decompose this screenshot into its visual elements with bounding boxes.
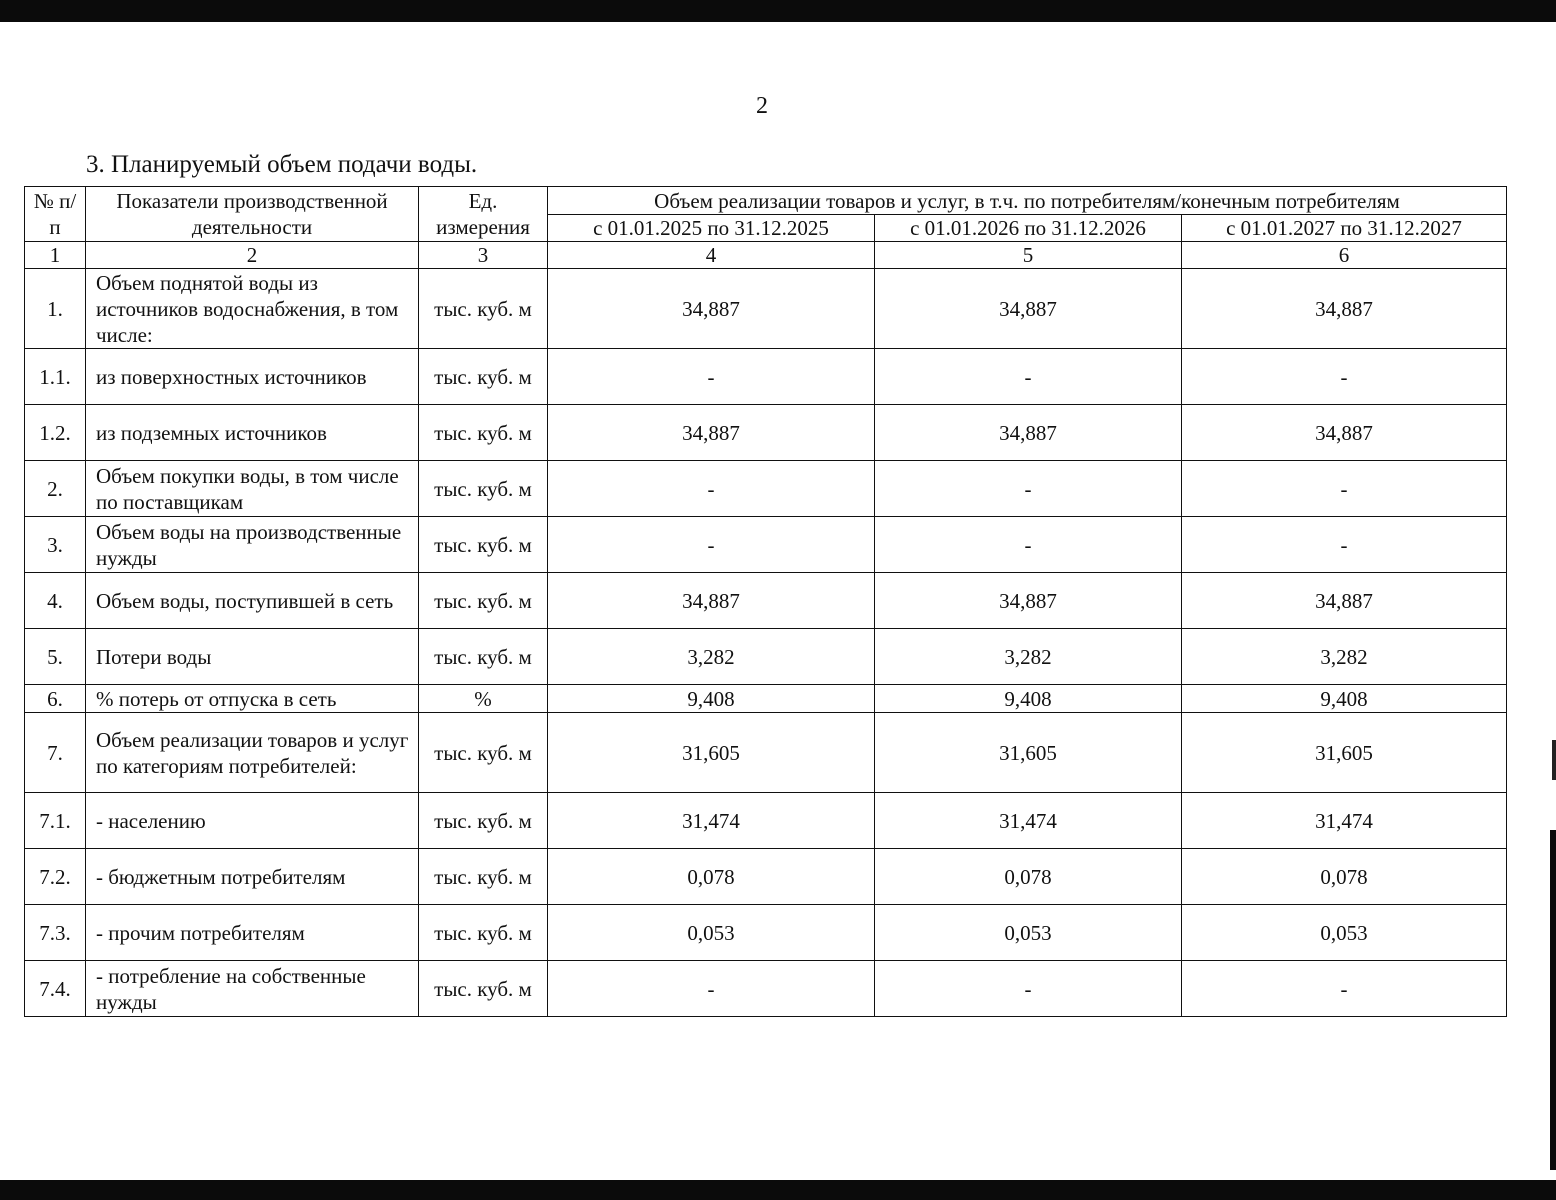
row-value-period-1: - [548,461,875,517]
row-unit: тыс. куб. м [419,629,548,685]
column-index: 2 [86,242,419,269]
row-number: 2. [25,461,86,517]
column-index: 3 [419,242,548,269]
row-indicator: - бюджетным потребителям [86,849,419,905]
row-value-period-1: 34,887 [548,269,875,349]
row-indicator: Объем воды, поступившей в сеть [86,573,419,629]
row-unit: тыс. куб. м [419,573,548,629]
row-unit: тыс. куб. м [419,461,548,517]
table-row [25,713,1507,793]
table-body [25,269,1507,1017]
header-num: № п/п [25,187,86,242]
row-indicator: - населению [86,793,419,849]
page-number: 2 [756,93,768,119]
row-number: 1. [25,269,86,349]
row-value-period-2: 34,887 [875,573,1182,629]
column-index: 6 [1182,242,1507,269]
row-value-period-3: - [1182,517,1507,573]
row-value-period-2: 34,887 [875,405,1182,461]
row-value-period-3: 0,078 [1182,849,1507,905]
table-row [25,405,1507,461]
header-unit: Ед. измерения [419,187,548,242]
row-indicator: Потери воды [86,629,419,685]
row-value-period-1: 3,282 [548,629,875,685]
row-value-period-2: 9,408 [875,685,1182,713]
row-value-period-2: 0,078 [875,849,1182,905]
row-number: 3. [25,517,86,573]
scan-edge-right [1550,830,1556,1170]
row-value-period-3: - [1182,961,1507,1017]
row-unit: % [419,685,548,713]
row-unit: тыс. куб. м [419,793,548,849]
row-number: 7. [25,713,86,793]
table-row [25,685,1507,713]
table-row [25,461,1507,517]
table-row [25,849,1507,905]
row-value-period-2: 3,282 [875,629,1182,685]
row-number: 6. [25,685,86,713]
row-unit: тыс. куб. м [419,849,548,905]
row-number: 5. [25,629,86,685]
row-value-period-1: - [548,349,875,405]
column-index: 1 [25,242,86,269]
row-indicator: - прочим потребителям [86,905,419,961]
row-value-period-3: 9,408 [1182,685,1507,713]
row-indicator: % потерь от отпуска в сеть [86,685,419,713]
row-indicator: Объем покупки воды, в том числе по поставщикам [86,461,419,517]
row-value-period-1: 31,605 [548,713,875,793]
table-row [25,349,1507,405]
row-value-period-3: 34,887 [1182,573,1507,629]
row-value-period-1: 0,053 [548,905,875,961]
row-number: 1.2. [25,405,86,461]
row-value-period-3: 0,053 [1182,905,1507,961]
table-row [25,573,1507,629]
row-value-period-3: 34,887 [1182,269,1507,349]
row-indicator: из поверхностных источников [86,349,419,405]
table-row [25,961,1507,1017]
row-value-period-1: 34,887 [548,573,875,629]
row-value-period-2: - [875,961,1182,1017]
row-value-period-2: 34,887 [875,269,1182,349]
row-unit: тыс. куб. м [419,269,548,349]
row-value-period-3: - [1182,349,1507,405]
row-indicator: Объем реализации товаров и услуг по категориям потребителей: [86,713,419,793]
row-unit: тыс. куб. м [419,405,548,461]
row-indicator: Объем поднятой воды из источников водоснабжения, в том числе: [86,269,419,349]
scan-edge-mark [1552,740,1556,780]
table-row [25,793,1507,849]
header-period-2027: с 01.01.2027 по 31.12.2027 [1182,215,1507,242]
row-number: 7.1. [25,793,86,849]
row-value-period-1: - [548,517,875,573]
row-value-period-2: - [875,517,1182,573]
row-unit: тыс. куб. м [419,905,548,961]
row-value-period-2: 31,474 [875,793,1182,849]
row-number: 7.2. [25,849,86,905]
row-value-period-1: - [548,961,875,1017]
row-unit: тыс. куб. м [419,961,548,1017]
row-value-period-3: 31,605 [1182,713,1507,793]
row-value-period-2: 0,053 [875,905,1182,961]
row-value-period-3: 3,282 [1182,629,1507,685]
section-title: 3. Планируемый объем подачи воды. [86,151,478,178]
row-value-period-1: 0,078 [548,849,875,905]
scan-border-bottom [0,1180,1556,1200]
row-number: 7.4. [25,961,86,1017]
row-value-period-2: - [875,461,1182,517]
row-value-period-3: 31,474 [1182,793,1507,849]
row-number: 7.3. [25,905,86,961]
header-indicator: Показатели производственной деятельности [86,187,419,242]
row-number: 4. [25,573,86,629]
row-value-period-2: - [875,349,1182,405]
table-row [25,629,1507,685]
row-value-period-1: 9,408 [548,685,875,713]
scan-border-top [0,0,1556,22]
header-period-2025: с 01.01.2025 по 31.12.2025 [548,215,875,242]
row-value-period-3: - [1182,461,1507,517]
table-row [25,905,1507,961]
row-indicator: Объем воды на производственные нужды [86,517,419,573]
row-value-period-1: 31,474 [548,793,875,849]
water-supply-table [24,186,1507,1017]
header-volume-group: Объем реализации товаров и услуг, в т.ч. по потребителям/конечным потребителям [548,187,1507,215]
table-row [25,517,1507,573]
row-unit: тыс. куб. м [419,349,548,405]
row-indicator: из подземных источников [86,405,419,461]
row-value-period-2: 31,605 [875,713,1182,793]
column-index: 5 [875,242,1182,269]
table-row [25,269,1507,349]
row-unit: тыс. куб. м [419,713,548,793]
row-number: 1.1. [25,349,86,405]
header-period-2026: с 01.01.2026 по 31.12.2026 [875,215,1182,242]
row-unit: тыс. куб. м [419,517,548,573]
column-index: 4 [548,242,875,269]
row-indicator: - потребление на собственные нужды [86,961,419,1017]
row-value-period-3: 34,887 [1182,405,1507,461]
row-value-period-1: 34,887 [548,405,875,461]
